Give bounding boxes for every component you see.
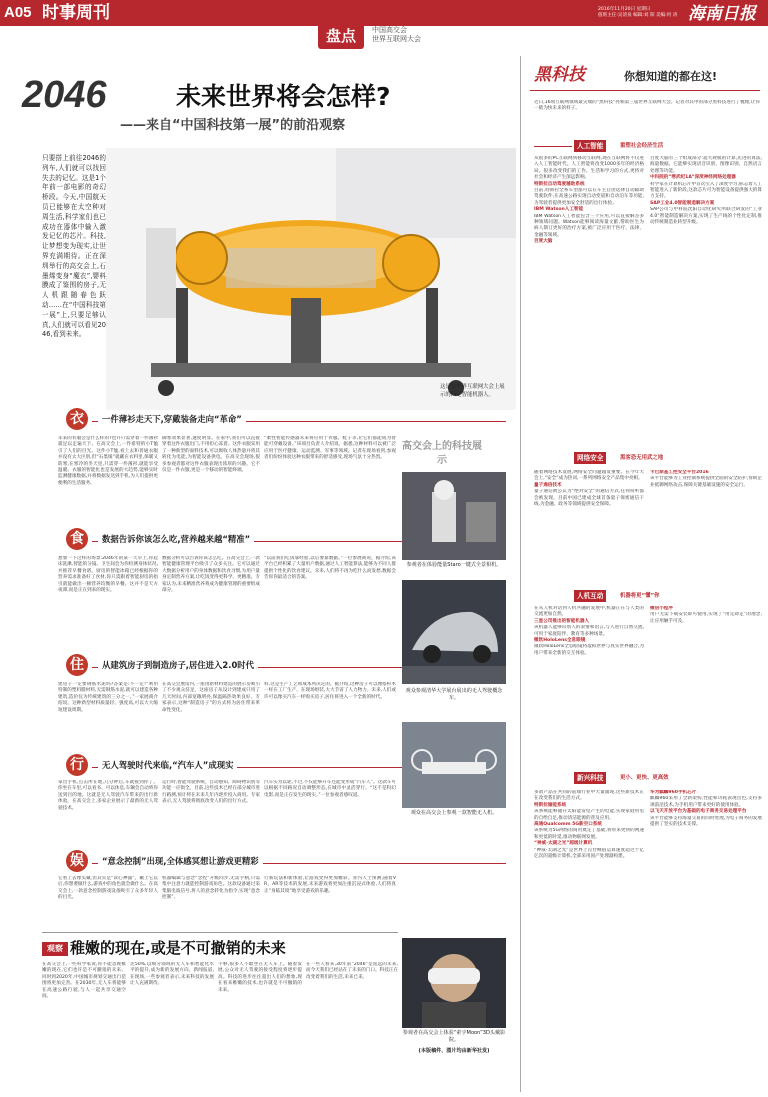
section-heading-food: 数据告诉你该怎么吃,营养越来越“精准” — [98, 534, 254, 545]
food-col1: 想象一下这样的场景:2046年的某一天早上,你起床洗漱,智能的分镜、卫生间会为你检测身体状况,并推荐早餐食谱。厨房的智能冰箱已经根据你的营养需求准备好了食材,你只需跟着智能厨房的指引就能做出一顿营养均衡的早餐。这并不是天方夜谭,而是正在到来的现实。 — [58, 556, 158, 594]
issue-date: 2016年11月20日 星期日 — [598, 7, 651, 12]
observe-divider — [42, 932, 398, 933]
right-title-rule — [530, 90, 760, 91]
observe-title: 稚嫩的现在,或是不可撤销的未来 — [70, 939, 286, 957]
ai-item4-text: 科学家在计算机芯片中首次引入了深度学习,标志着人工智能进入了新阶段,这款芯片可为智能设备提供强大的算力支持。 — [650, 181, 762, 200]
housing-col2: 在高交会展馆内,一座由新材料建造的展示房吸引了不少观众驻足。这座房子从设计到建成只用了几天时间,内部宽敞明亮,保温隔热效果良好。专家表示,这种“制造房子”的方式将为居住带来革命性变化。 — [162, 682, 260, 713]
net-left-col — [534, 470, 644, 582]
newtech-item3-text: 该系统为5G网络的商用奠定了基础,将带来更快的网速和更低的时延,推动物联网发展。 — [534, 828, 644, 840]
newtech-item4-text: 该平台能够支持海量交易的同时处理,为电子商务的发展提供了坚实的技术支撑。 — [650, 815, 762, 828]
editors-line: 值班主任:吴清泉 编辑:刘 阳 美编:何 涛 — [598, 13, 678, 18]
section-heading-housing: 从建筑房子到制造房子,居住进入2.0时代 — [98, 660, 258, 671]
section-heading-clothing: 一件薄衫走天下,穿戴装备走向“革命” — [98, 414, 246, 425]
ai-item1-text: 目前,特斯拉全系车型都可以在车主自由选择自动辅助驾驶软件,在高速公路实现自动变道和自动泊车等功能,为驾驶者提供更加安全舒适的出行体验。 — [534, 188, 644, 206]
ai-item5-text: SAP公司与中科院沈阳自动化研究所联合研发的“工业4.0”智能制造解决方案,实现了生产线的个性化定制,推动传统制造业转型升级。 — [650, 207, 762, 226]
pandian-tag: 盘点 — [318, 23, 364, 49]
newtech-item1-text: 该系统能够储存太阳能发电产生的电能,实现家庭用电的自给自足,推动清洁能源的普及应用。 — [534, 809, 644, 821]
newtech-item4-title: 以飞天开放平台为基础的电子商务交易处理平台 — [650, 809, 747, 815]
robot-item3-text: 用户无需下载安装即可使用,实现了“用完即走”的理念,让应用触手可及。 — [650, 612, 762, 624]
ai-intro: 从很多的PC互联网到移动互联网,现在互联网将不仅进入人工智能时代。人工智能将改变1000多年的经济格局。很多改变我们的工作、生活和学习的方式,更将对社会和经济产生深远影响。 — [534, 156, 644, 181]
ai-item1-title: 特斯拉自动驾驶辅助系统 — [534, 181, 585, 187]
showcase-photo-drone — [402, 722, 506, 808]
newtech-item3-title: 高通Qualcomm 5G新空口系统 — [534, 822, 603, 828]
date-info — [598, 7, 677, 19]
section-heading-travel: 无人驾驶时代来临,“汽车人”成现实 — [98, 760, 237, 771]
pandian-sub-line2: 世界互联网大会 — [372, 35, 421, 43]
column-divider — [520, 56, 521, 1092]
robot-intro: 在从人机对话到人机共融的发展中,机器正在与人类的交流更加自然。 — [534, 606, 644, 618]
headline-subtitle: ——来自“中国科技第一展”的前沿观察 — [120, 118, 346, 133]
ai-item3-title: 百度大脑 — [534, 239, 553, 245]
clothing-col1: 未来的衣服会是什么样的?也许只需穿着一件薄衫就足以走遍天下。在高交会上,一件希特的小T恤引了人们的目光。这件小T恤,看上去和普通衣服并没有太大区别,但“石墨烯”就藏在衣料里,保暖又防寒,在寒冷的冬天里,只需穿一件薄衫,就能享受温暖。衣服的智能化也是发展的大趋势,能够实时监测健康数据,并将数据发送到手机,为人们提供更便利的生活服务。 — [58, 436, 158, 486]
net-right-col — [650, 470, 762, 582]
section-title: 时事周刊 — [42, 3, 110, 23]
feature-intro: 只要搭上前往2046的列车,人们就可以找回失去的记忆。这是1个年前一部电影的奇幻桥段。今天,中国航天员已能够在太空种对周生活,科学家们也已成功在器体中输入激发记忆的芯片。科技,让梦想变为现实,让世界充满期待。正在深圳举行的高交会上,石墨烯变身“魔衣”,婴料膜成了鉴围的房子,无人机跟随春色跃动……在“中国科技第一展”上,只要足够认真,人们就可以看见2046,看到未来。 — [42, 154, 106, 339]
observe-col3: 不够,很多人不敢坐在无人车上。随着发展,公众对无人驾驶的接受程度将逐步提高。科技的进步往往超出人们的想象,现在看来稚嫩的技术,也许就是不可撤销的未来。 — [218, 962, 302, 993]
travel-col1: 拿出手机,点击所在地,几分钟后,车就接到你了。你坐在车里,可以看书、可以休息,车辆会自动将你送到目的地。这就是无人驾驶汽车带来的出行新体验。在高交会上,多家企业展示了最新的无人驾驶技术。 — [58, 780, 158, 811]
tag-ai-sub: 重塑社会经济生活 — [620, 143, 664, 149]
pandian-subtitle — [372, 26, 421, 44]
showcase-caption-1: 参观者在体验能量Staro一键式全景相机。 — [406, 562, 502, 568]
food-col3: “以前我们吃饭靠经验,以后要靠数据。”一位参展商说。据介绍,该平台已经积累了大量用户数据,通过人工智能算法,能够为不同人群提供个性化的饮食建议。未来,人们将不再为吃什么而发愁,数据会告诉你最适合的答案。 — [264, 556, 396, 581]
net-intro: 随着网络技术发展,网络安全问题越发重要。在今年大会上,“安全”成为热词,一系列网络安全产品集中亮相。 — [534, 470, 644, 482]
tag-ai: 人工智能 — [574, 140, 606, 152]
headline-main: 未来世界将会怎样? — [176, 82, 391, 111]
travel-col2: 运行时,智能驾驶系统、自动感知、障碍物识别等功能一应俱全。目前,这些技术已经在部分城市进行路测,预计将在未来几年内逐步投入商用。专家表示,无人驾驶将彻底改变人们的出行方式。 — [162, 780, 260, 805]
net-item1-text: 量子通信被公认为“绝对安全”的通信方式,任何窃听都会被发现。目前中国已建成全球首条量子保密通信干线,为金融、政务等领域提供安全保障。 — [534, 489, 644, 508]
showcase-photo-3d-headset — [402, 938, 506, 1028]
net-item1-title: 量子通信技术 — [534, 482, 562, 488]
right-intro: 近日,16项互联网领域最尖端的“黑科技”亮相第三届世界互联网大会。记者对其中的部分黑科技进行了梳理,让你一睹为快未来的样子。 — [534, 100, 760, 112]
clothing-col3: “柔性智能传感器未来将应用于衣服、鞋子等,让它们都能成为智能可穿戴设备。”该项目负责人介绍说。据悉,这种材料可以被广泛应用于医疗健康、运动监测、军事等领域。记者在现场看到,参观者们纷纷体验这种衣服带来的舒适感受,现场气氛十分热烈。 — [264, 436, 396, 461]
section-heading-entertainment: “意念控制”出现,全体感冥想让游戏更精彩 — [98, 856, 263, 867]
newtech-item2-text: 麒麟960采用了全新架构,性能和功耗表现出色,支持多项前沿技术,为手机用户带来更好的使用体验。 — [650, 796, 762, 808]
tag-ai-rule — [534, 146, 572, 147]
showcase-photo-concept-car — [402, 580, 506, 684]
photo-credit: (本版稿件、图片均由新华社发) — [418, 1048, 490, 1054]
tag-net: 网络安全 — [574, 452, 606, 464]
tag-robot: 人机互动 — [574, 590, 606, 602]
observe-col1: 在高交会上,一些科学家说,你不能忽视稚嫩的现在,它们也许是不可撤销的未来。同时到2020年,中国城市规划交通出行范围将更加完善。在2030年,无人车将能够在高速公路行驶,与人一起共享交通空间。 — [42, 962, 126, 1000]
entertainment-col3: 行新玩法和新体验,让游戏变得更加精彩。业内人士预测,随着VR、AR等技术的发展,未来游戏将更加注重沉浸式体验,人们将真正“身临其境”地享受游戏的乐趣。 — [264, 876, 396, 894]
showcase-title: 高交会上的科技展示 — [402, 441, 482, 466]
newspaper-brand: 海南日报 — [688, 4, 756, 24]
ai-item2-text: IBM Watson人工智能包含三个应用,可以直接解答多种领域问题。Watson能够阅读海量文献,帮助医生为病人制订更好的治疗方案,被广泛应用于医疗、法律、金融等领域。 — [534, 213, 644, 238]
robot-item2-text: 微软HoloLens全息眼镜将虚拟世界与真实世界融合,为用户带来全新的交互体验。 — [534, 644, 644, 656]
tag-robot-sub: 机器将更“懂”你 — [620, 593, 660, 599]
robot-item2-title: 微软HoloLens全息眼镜 — [534, 638, 586, 644]
observe-col2: 达50%,以细分领域的无人车和智能化水平的提升,成为新的发展方向。新闻报道,在现场,一些参观者表示,未来科技的发展让人充满期待。 — [130, 962, 214, 987]
section-icon-entertainment: 娱 — [66, 850, 88, 872]
food-col2: 数据分析可以告诉你该怎么吃。在高交会上,一款智能健康管理平台吸引了众多关注。它可以通过大数据分析用户的身体数据和饮食习惯,为用户量身定制营养方案,让吃饭变得更科学、更精准。专家认为,未来精准营养将成为健康管理的重要组成部分。 — [162, 556, 260, 594]
right-title-heikeji: 黑科技 — [534, 65, 585, 85]
travel-col3: 汽车实为以轮,不过,不仅能够开车还能变形成“汽车人”。这款车可以根据不同路况自动调整形态,在城市中灵活穿行。“这不是科幻电影,而是正在发生的现实。”一位参观者感叹道。 — [264, 780, 396, 798]
section-icon-travel: 行 — [66, 754, 88, 776]
newtech-item5-text: “神威·太湖之光”是世界上首台峰值运算速度超过十亿亿次的超级计算机,全部采用国产处理器构建。 — [534, 847, 644, 860]
headline-year: 2046 — [22, 74, 107, 116]
tag-newtech-sub: 更小、更快、更高效 — [620, 775, 669, 781]
showcase-caption-2: 观众参观清华大学展台展出的无人驾驶概念车。 — [405, 688, 503, 701]
robot-item1-title: 三星公司推出的智能机器人 — [534, 618, 590, 624]
net-item2-text: 该平台能够为工业控制系统提供全面的安全防护,帮助企业抵御网络攻击,保障关键基础设施的安全运行。 — [650, 476, 762, 488]
section-header-entertainment — [66, 853, 506, 872]
quadruped-robot-photo — [106, 148, 516, 410]
showcase-caption-4: 参观者在高交会上体验“索宇Moon”3D头戴影院。 — [402, 1030, 506, 1043]
observe-tag: 观察 — [42, 942, 68, 956]
section-header-clothing — [66, 411, 506, 430]
showcase-photo-camera — [402, 472, 506, 560]
net-item2-title: 卡巴斯基工控安全平台2016 — [650, 470, 709, 475]
newtech-left-col — [534, 790, 644, 1090]
robot-right-col — [650, 606, 762, 766]
showcase-caption-3: 观众在高交会上参观一款智能无人机。 — [410, 810, 498, 816]
section-icon-housing: 住 — [66, 654, 88, 676]
robot-item1-text: 该机器人能够识别人的表情和语言,与人进行自然交流,可用于家庭陪伴、教育等多种场景。 — [534, 625, 644, 637]
right-title-question: 你想知道的都在这! — [624, 70, 718, 83]
observe-col4: 在一些人看来,30年前“2046”是遥远的未来,而今天我们已经站在了未来的门口。科技正在改变着我们的生活,未来已来。 — [306, 962, 398, 980]
pandian-sub-line1: 中国高交会 — [372, 26, 407, 34]
newtech-intro: 多款产品在共同的前端行业中大量涌现,这些新技术正在改变我们的生活方式。 — [534, 790, 644, 802]
ai-item2-title: IBM Watson人工智能 — [534, 207, 584, 213]
newtech-item1-title: 特斯拉储能系统 — [534, 802, 567, 808]
ai-left-col — [534, 156, 644, 440]
ai-right-col — [650, 156, 762, 440]
robot-photo-caption: 这是在世界互联网大会上展示的四足智能机器人。 — [440, 384, 505, 398]
newtech-item5-title: “神威·太湖之光”超级计算机 — [534, 841, 593, 847]
page-number: A05 — [4, 4, 32, 21]
ai-item5-title: SAP工业4.0智能制造解决方案 — [650, 200, 715, 206]
newtech-right-col — [650, 790, 762, 1090]
housing-col3: 料,这是生产工艺和成本所决定的。据介绍,这种房子可以像搭积木一样在工厂生产、在现场组装,大大节省了人力物力。未来,人们或许可以像买汽车一样购买房子,居住将进入一个全新的时代。 — [264, 682, 396, 700]
section-icon-food: 食 — [66, 528, 88, 550]
robot-item3-title: 微信小程序 — [650, 606, 673, 611]
newtech-item2-title: 华为麒麟960手机芯片 — [650, 790, 697, 795]
section-icon-clothing: 衣 — [66, 408, 88, 430]
housing-col1: 建房子一定要钢筋水泥吗?答案是:不一定!“利用特制的塑料膜材料,无需钢筋水泥,就可以建造各种建筑,造价仅为传统建筑的三分之一。”一家展商介绍说。这种新型材料质量轻、强度高,可以大大缩短建设周期。 — [58, 682, 158, 713]
entertainment-col2: 机器编辑与意念“念控”升级同步,无需手柄,只需集中注意力就能控制游戏角色。这款设备通过采集脑电波信号,将人的意念转化为指令,实现“意念控制”。 — [162, 876, 260, 901]
robot-left-col — [534, 606, 644, 766]
entertainment-col1: 它看上去像头戴,但其实是“读心神器”。戴上它以后,你想要做什么,游戏中的角色就会做什么。在高交会上,一款意念控制游戏设备吸引了众多年轻人的目光。 — [58, 876, 158, 901]
ai-item3-text: 百度大脑有三个组成部分:超大规模的计算,先进的算法,海量数据。它能够实现语音识别、图像识别、自然语言处理等功能。 — [650, 156, 762, 174]
clothing-col2: 御寒效果显著,速度明显。在家中,我们可以直接穿着这件衣服出门,不用担心冻着。这件衣服采用了一种新型的面料技术,可以吸收人体热量并将其转化为电能,为智能设备供电。在高交会现场,很多参观者都对这件衣服表现出浓厚的兴趣。它不仅是一件衣服,更是一个移动的智能终端。 — [162, 436, 260, 474]
ai-item4-title: 中科院的“寒武纪1A”深度神经网络处理器 — [650, 175, 736, 181]
tag-newtech: 新兴科技 — [574, 772, 606, 784]
tag-net-sub: 黑客恐无用武之地 — [620, 455, 664, 461]
